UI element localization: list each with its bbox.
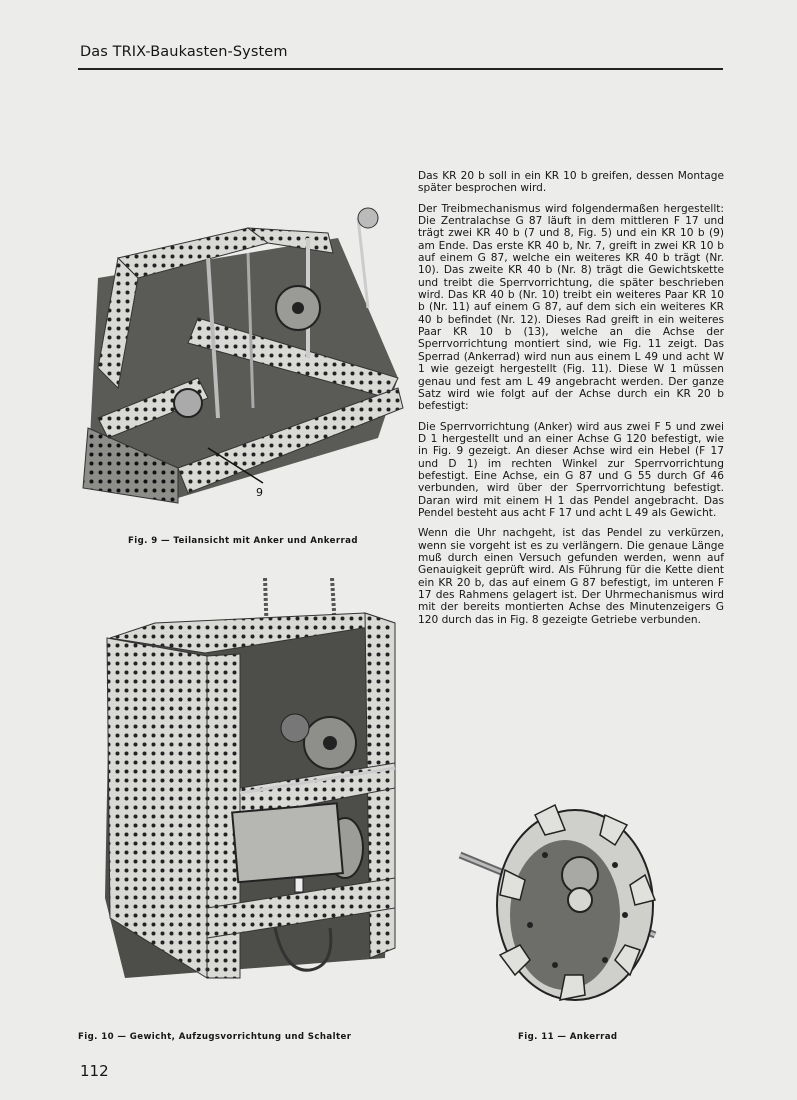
running-header: Das TRIX-Baukasten-System [80, 44, 288, 60]
paragraph: Die Sperrvorrichtung (Anker) wird aus zwei F 5 und zwei D 1 hergestellt und an einer Achse G 120 befestigt, wie in Fig. 9 gezeigt. An dieser Achse wird ein Hebel (F 17 und D 1) im rechten Winkel zur Sperrvorrichtung befestigt. Eine Achse, ein G 87 und G 55 durch Gf 46 verbunden, wird über der Sperrvorrichtung befestigt. Daran wird mit einem H 1 das Pendel angebracht. Das Pendel besteht aus acht F 17 und acht L 49 als Gewicht. [418, 420, 724, 519]
page-number: 112 [80, 1062, 109, 1080]
header-rule [78, 68, 723, 70]
paragraph: Der Treibmechanismus wird folgendermaßen hergestellt: Die Zentralachse G 87 läuft in dem mittleren F 17 und trägt zwei KR 40 b (7 und 8, Fig. 5) und ein KR 10 b (9) am Ende. Das erste KR 40 b, Nr. 7, greift in zwei KR 10 b auf einem G 87, welche ein weiteres KR 40 b trägt (Nr. 10). Das zweite KR 40 b (Nr. 8) trägt die Gewichtskette und treibt die Sperrvorrichtung, die später beschrieben wird. Das KR 40 b (Nr. 10) treibt ein weiteres Paar KR 10 b (Nr. 11) auf einem G 87, auf dem sich ein weiteres KR 40 b befindet (Nr. 12). Dieses Rad greift in ein weiteres Paar KR 10 b (13), welche an die Achse der Sperrvorrichtung montiert sind, wie Fig. 11 zeigt. Das Sperrad (Ankerrad) wird nun aus einem L 49 und acht W 1 wie gezeigt hergestellt (Fig. 11). Diese W 1 müssen genau und fest am L 49 angebracht werden. Der ganze Satz wird wie folgt auf der Achse durch ein KR 20 b befestigt: [418, 202, 724, 413]
body-text-column [418, 170, 724, 634]
figure-11-caption: Fig. 11 — Ankerrad [518, 1032, 618, 1042]
paragraph: Das KR 20 b soll in ein KR 10 b greifen, dessen Montage später besprochen wird. [418, 170, 724, 195]
figure-9-caption: Fig. 9 — Teilansicht mit Anker und Ankerrad [128, 536, 358, 546]
figure-10-caption: Fig. 10 — Gewicht, Aufzugsvorrichtung und Schalter [78, 1032, 352, 1042]
figure-10-photo [95, 578, 410, 998]
figure-11-photo [455, 795, 660, 1020]
paragraph: Wenn die Uhr nachgeht, ist das Pendel zu verkürzen, wenn sie vorgeht ist es zu verlängern. Die genaue Länge muß durch einen Versuch gefunden werden, wenn auf Genauigkeit geprüft wird. Als Führung für die Kette dient ein KR 20 b, das auf einem G 87 befestigt, im unteren F 17 des Rahmens gelagert ist. Der Uhrmechanismus wird mit der bereits montierten Achse des Minutenzeigers G 120 durch das in Fig. 8 gezeigte Getriebe verbunden. [418, 527, 724, 626]
figure-9-photo [78, 198, 408, 510]
figure-9-callout: 9 [256, 486, 263, 499]
